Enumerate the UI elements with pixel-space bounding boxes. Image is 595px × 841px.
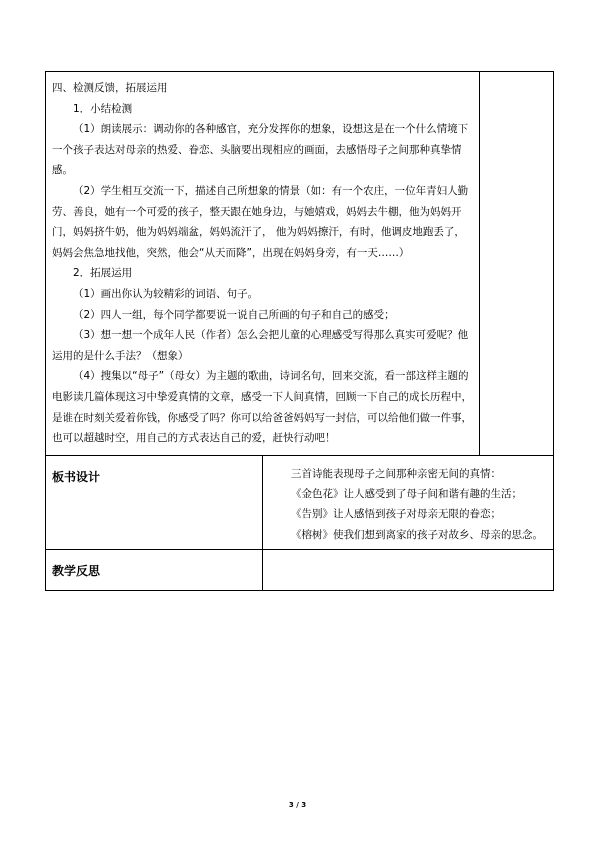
- lesson-plan-table: [45, 71, 554, 591]
- sub1-paragraph-1: （1）朗读展示：调动你的各种感官，充分发挥你的想象，设想这是在一个什么情境下一个孩子表达对母亲的热爱、眷恋、头脑要出现相应的画面，去感悟母子之间那种真挚情感。: [52, 123, 469, 177]
- reflection-label-cell: [46, 549, 263, 590]
- section-heading: 四、检测反馈，拓展运用: [52, 82, 168, 94]
- sub2-paragraph-3: （3）想一想一个成年人民（作者）怎么会把儿童的心理感受写得那么真实可爱呢？他运用的是什么手法？（想象）: [52, 329, 469, 362]
- sub2-title: 2．拓展运用: [73, 267, 133, 280]
- board-line-1: 三首诗能表现母子之间那种亲密无间的真情：: [291, 467, 501, 480]
- board-line-2: 《金色花》让人感受到了母子间和谐有趣的生活；: [291, 487, 522, 500]
- board-design-label: 板书设计: [52, 469, 101, 484]
- board-design-row: [46, 455, 554, 549]
- reflection-row: [46, 549, 554, 590]
- sub2-paragraph-4: （4）搜集以“母子”（母女）为主题的歌曲，诗词名句，回来交流，看一部这样主题的电影读几篇体现这习中挚爱真情的文章，感受一下人间真情，回顾一下自己的成长历程中，是谁在时刻关爱着你钱，你感受了吗？你可以给爸爸妈妈写一封信，可以给他们做一件事，也可以超越时空，用自己的方式表达自己的爱，赶快行动吧！: [52, 370, 472, 445]
- sub2-paragraph-1: （1）画出你认为较精彩的词语、句子。: [73, 287, 259, 300]
- board-line-4: 《榕树》使我们想到离家的孩子对故乡、母亲的思念。: [291, 528, 543, 541]
- sub1-title: 1．小结检测: [73, 102, 133, 115]
- page-number: 3 / 3: [288, 801, 307, 809]
- board-design-label-cell: [46, 455, 263, 549]
- board-line-3: 《告别》让人感悟到孩子对母亲无限的眷恋；: [291, 508, 501, 521]
- board-design-content-cell: [263, 455, 554, 549]
- activity-row: [46, 72, 554, 456]
- sub2-paragraph-2: （2）四人一组，每个同学都要说一说自己所画的句子和自己的感受；: [73, 308, 395, 321]
- activity-content-cell: [46, 72, 480, 456]
- reflection-content-cell: [263, 549, 554, 590]
- notes-cell: [480, 72, 554, 456]
- sub1-paragraph-2: （2）学生相互交流一下，描述自己所想象的情景（如：有一个农庄，一位年青妇人勤劳、善良，她有一个可爱的孩子，整天跟在她身边，与她嬉戏，妈妈去牛棚，他为妈妈开门，妈妈挤牛奶，他为妈妈端盆，妈妈流汗了， 他为妈妈擦汗，有时，他调皮地跑丢了，妈妈会焦急地找他，突然，他会“从天而降”，出现在妈妈身旁，有一天……）: [52, 184, 469, 259]
- reflection-label: 教学反思: [52, 563, 101, 578]
